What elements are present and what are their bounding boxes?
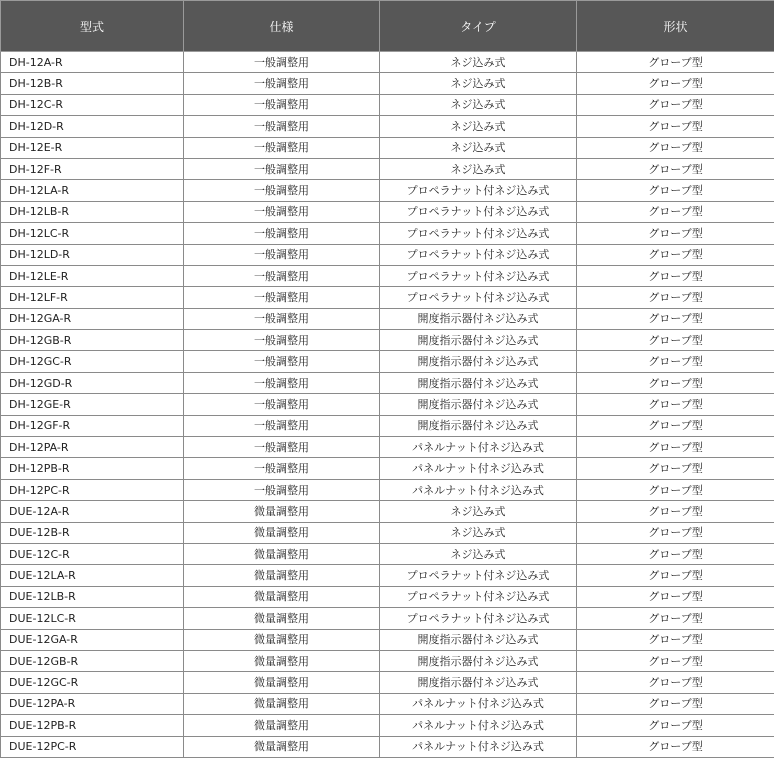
cell-shape: グローブ型 <box>577 629 774 650</box>
cell-shape: グローブ型 <box>577 565 774 586</box>
cell-shape: グローブ型 <box>577 543 774 564</box>
cell-model: DUE-12GB-R <box>1 650 184 671</box>
cell-type: ネジ込み式 <box>380 158 577 179</box>
header-type: タイプ <box>380 1 577 52</box>
cell-shape: グローブ型 <box>577 116 774 137</box>
table-row <box>1 180 774 201</box>
cell-specification: 一般調整用 <box>184 351 380 372</box>
cell-specification: 一般調整用 <box>184 458 380 479</box>
cell-shape: グローブ型 <box>577 94 774 115</box>
header-shape: 形状 <box>577 1 774 52</box>
table-body <box>1 52 774 758</box>
cell-type: プロペラナット付ネジ込み式 <box>380 287 577 308</box>
cell-type: ネジ込み式 <box>380 543 577 564</box>
cell-specification: 微量調整用 <box>184 501 380 522</box>
cell-model: DH-12GA-R <box>1 308 184 329</box>
table-row <box>1 736 774 757</box>
cell-type: 開度指示器付ネジ込み式 <box>380 330 577 351</box>
cell-model: DH-12D-R <box>1 116 184 137</box>
cell-model: DUE-12GA-R <box>1 629 184 650</box>
cell-specification: 微量調整用 <box>184 715 380 736</box>
header-row <box>1 1 774 52</box>
cell-model: DH-12GB-R <box>1 330 184 351</box>
cell-model: DH-12F-R <box>1 158 184 179</box>
cell-model: DH-12GE-R <box>1 394 184 415</box>
table-row <box>1 158 774 179</box>
cell-shape: グローブ型 <box>577 650 774 671</box>
table-row <box>1 629 774 650</box>
table-row <box>1 265 774 286</box>
cell-specification: 微量調整用 <box>184 693 380 714</box>
cell-type: パネルナット付ネジ込み式 <box>380 479 577 500</box>
table-row <box>1 137 774 158</box>
cell-shape: グローブ型 <box>577 201 774 222</box>
cell-shape: グローブ型 <box>577 586 774 607</box>
cell-type: プロペラナット付ネジ込み式 <box>380 180 577 201</box>
cell-shape: グローブ型 <box>577 479 774 500</box>
cell-type: プロペラナット付ネジ込み式 <box>380 223 577 244</box>
table-row <box>1 201 774 222</box>
cell-shape: グローブ型 <box>577 180 774 201</box>
cell-type: ネジ込み式 <box>380 94 577 115</box>
cell-type: ネジ込み式 <box>380 137 577 158</box>
cell-model: DUE-12GC-R <box>1 672 184 693</box>
table-row <box>1 650 774 671</box>
cell-type: 開度指示器付ネジ込み式 <box>380 308 577 329</box>
table-row <box>1 94 774 115</box>
table-row <box>1 372 774 393</box>
cell-shape: グローブ型 <box>577 437 774 458</box>
cell-model: DH-12LE-R <box>1 265 184 286</box>
cell-specification: 一般調整用 <box>184 287 380 308</box>
table-row <box>1 244 774 265</box>
cell-type: ネジ込み式 <box>380 116 577 137</box>
cell-type: プロペラナット付ネジ込み式 <box>380 265 577 286</box>
cell-type: 開度指示器付ネジ込み式 <box>380 672 577 693</box>
cell-type: ネジ込み式 <box>380 522 577 543</box>
cell-type: ネジ込み式 <box>380 73 577 94</box>
cell-specification: 一般調整用 <box>184 308 380 329</box>
cell-specification: 微量調整用 <box>184 650 380 671</box>
cell-specification: 一般調整用 <box>184 201 380 222</box>
cell-model: DH-12E-R <box>1 137 184 158</box>
cell-model: DH-12C-R <box>1 94 184 115</box>
table-row <box>1 415 774 436</box>
cell-type: パネルナット付ネジ込み式 <box>380 437 577 458</box>
cell-specification: 微量調整用 <box>184 586 380 607</box>
cell-shape: グローブ型 <box>577 522 774 543</box>
table-row <box>1 565 774 586</box>
cell-specification: 一般調整用 <box>184 158 380 179</box>
cell-type: 開度指示器付ネジ込み式 <box>380 351 577 372</box>
table-header <box>1 1 774 52</box>
cell-specification: 一般調整用 <box>184 223 380 244</box>
cell-type: 開度指示器付ネジ込み式 <box>380 372 577 393</box>
cell-model: DUE-12B-R <box>1 522 184 543</box>
cell-specification: 一般調整用 <box>184 73 380 94</box>
cell-specification: 微量調整用 <box>184 736 380 757</box>
cell-model: DH-12LC-R <box>1 223 184 244</box>
cell-model: DH-12PA-R <box>1 437 184 458</box>
table-row <box>1 522 774 543</box>
cell-type: プロペラナット付ネジ込み式 <box>380 201 577 222</box>
cell-shape: グローブ型 <box>577 244 774 265</box>
cell-specification: 微量調整用 <box>184 565 380 586</box>
cell-specification: 一般調整用 <box>184 437 380 458</box>
cell-shape: グローブ型 <box>577 308 774 329</box>
cell-type: パネルナット付ネジ込み式 <box>380 458 577 479</box>
table-row <box>1 73 774 94</box>
cell-model: DH-12GD-R <box>1 372 184 393</box>
cell-model: DH-12PB-R <box>1 458 184 479</box>
table-row <box>1 693 774 714</box>
table-row <box>1 437 774 458</box>
cell-type: ネジ込み式 <box>380 501 577 522</box>
cell-specification: 一般調整用 <box>184 372 380 393</box>
cell-model: DUE-12A-R <box>1 501 184 522</box>
cell-type: パネルナット付ネジ込み式 <box>380 715 577 736</box>
header-specification: 仕様 <box>184 1 380 52</box>
table-row <box>1 330 774 351</box>
cell-model: DH-12GC-R <box>1 351 184 372</box>
table-row <box>1 586 774 607</box>
table-row <box>1 458 774 479</box>
cell-shape: グローブ型 <box>577 458 774 479</box>
cell-shape: グローブ型 <box>577 394 774 415</box>
cell-model: DH-12LF-R <box>1 287 184 308</box>
cell-shape: グローブ型 <box>577 73 774 94</box>
cell-specification: 微量調整用 <box>184 629 380 650</box>
cell-model: DUE-12LB-R <box>1 586 184 607</box>
cell-type: プロペラナット付ネジ込み式 <box>380 586 577 607</box>
cell-type: プロペラナット付ネジ込み式 <box>380 244 577 265</box>
cell-specification: 一般調整用 <box>184 94 380 115</box>
cell-model: DH-12A-R <box>1 52 184 73</box>
cell-specification: 一般調整用 <box>184 116 380 137</box>
cell-shape: グローブ型 <box>577 223 774 244</box>
cell-model: DUE-12C-R <box>1 543 184 564</box>
cell-type: 開度指示器付ネジ込み式 <box>380 650 577 671</box>
table-row <box>1 52 774 73</box>
table-row <box>1 672 774 693</box>
cell-shape: グローブ型 <box>577 158 774 179</box>
cell-model: DH-12LD-R <box>1 244 184 265</box>
cell-specification: 一般調整用 <box>184 265 380 286</box>
cell-type: ネジ込み式 <box>380 52 577 73</box>
cell-model: DH-12GF-R <box>1 415 184 436</box>
cell-model: DH-12PC-R <box>1 479 184 500</box>
cell-model: DH-12LA-R <box>1 180 184 201</box>
cell-specification: 微量調整用 <box>184 522 380 543</box>
cell-type: プロペラナット付ネジ込み式 <box>380 608 577 629</box>
cell-model: DUE-12PC-R <box>1 736 184 757</box>
table-row <box>1 308 774 329</box>
cell-specification: 一般調整用 <box>184 180 380 201</box>
cell-model: DH-12B-R <box>1 73 184 94</box>
cell-shape: グローブ型 <box>577 52 774 73</box>
cell-shape: グローブ型 <box>577 137 774 158</box>
cell-shape: グローブ型 <box>577 351 774 372</box>
cell-type: 開度指示器付ネジ込み式 <box>380 394 577 415</box>
cell-type: 開度指示器付ネジ込み式 <box>380 629 577 650</box>
cell-model: DUE-12LA-R <box>1 565 184 586</box>
cell-type: 開度指示器付ネジ込み式 <box>380 415 577 436</box>
cell-type: パネルナット付ネジ込み式 <box>380 736 577 757</box>
header-model: 型式 <box>1 1 184 52</box>
cell-model: DUE-12LC-R <box>1 608 184 629</box>
cell-model: DUE-12PA-R <box>1 693 184 714</box>
cell-type: プロペラナット付ネジ込み式 <box>380 565 577 586</box>
table-row <box>1 223 774 244</box>
cell-shape: グローブ型 <box>577 693 774 714</box>
cell-shape: グローブ型 <box>577 672 774 693</box>
cell-shape: グローブ型 <box>577 501 774 522</box>
cell-shape: グローブ型 <box>577 372 774 393</box>
cell-shape: グローブ型 <box>577 265 774 286</box>
cell-shape: グローブ型 <box>577 715 774 736</box>
cell-shape: グローブ型 <box>577 330 774 351</box>
cell-specification: 一般調整用 <box>184 137 380 158</box>
cell-shape: グローブ型 <box>577 736 774 757</box>
table-row <box>1 394 774 415</box>
cell-specification: 微量調整用 <box>184 543 380 564</box>
cell-model: DH-12LB-R <box>1 201 184 222</box>
cell-specification: 一般調整用 <box>184 52 380 73</box>
table-row <box>1 351 774 372</box>
table-row <box>1 543 774 564</box>
cell-specification: 一般調整用 <box>184 479 380 500</box>
cell-specification: 一般調整用 <box>184 394 380 415</box>
cell-type: パネルナット付ネジ込み式 <box>380 693 577 714</box>
cell-specification: 一般調整用 <box>184 330 380 351</box>
table-row <box>1 116 774 137</box>
cell-specification: 微量調整用 <box>184 608 380 629</box>
table-row <box>1 715 774 736</box>
cell-specification: 一般調整用 <box>184 415 380 436</box>
cell-shape: グローブ型 <box>577 608 774 629</box>
table-row <box>1 287 774 308</box>
cell-shape: グローブ型 <box>577 415 774 436</box>
table-row <box>1 608 774 629</box>
table-row <box>1 501 774 522</box>
cell-specification: 一般調整用 <box>184 244 380 265</box>
table-row <box>1 479 774 500</box>
cell-specification: 微量調整用 <box>184 672 380 693</box>
cell-shape: グローブ型 <box>577 287 774 308</box>
cell-model: DUE-12PB-R <box>1 715 184 736</box>
